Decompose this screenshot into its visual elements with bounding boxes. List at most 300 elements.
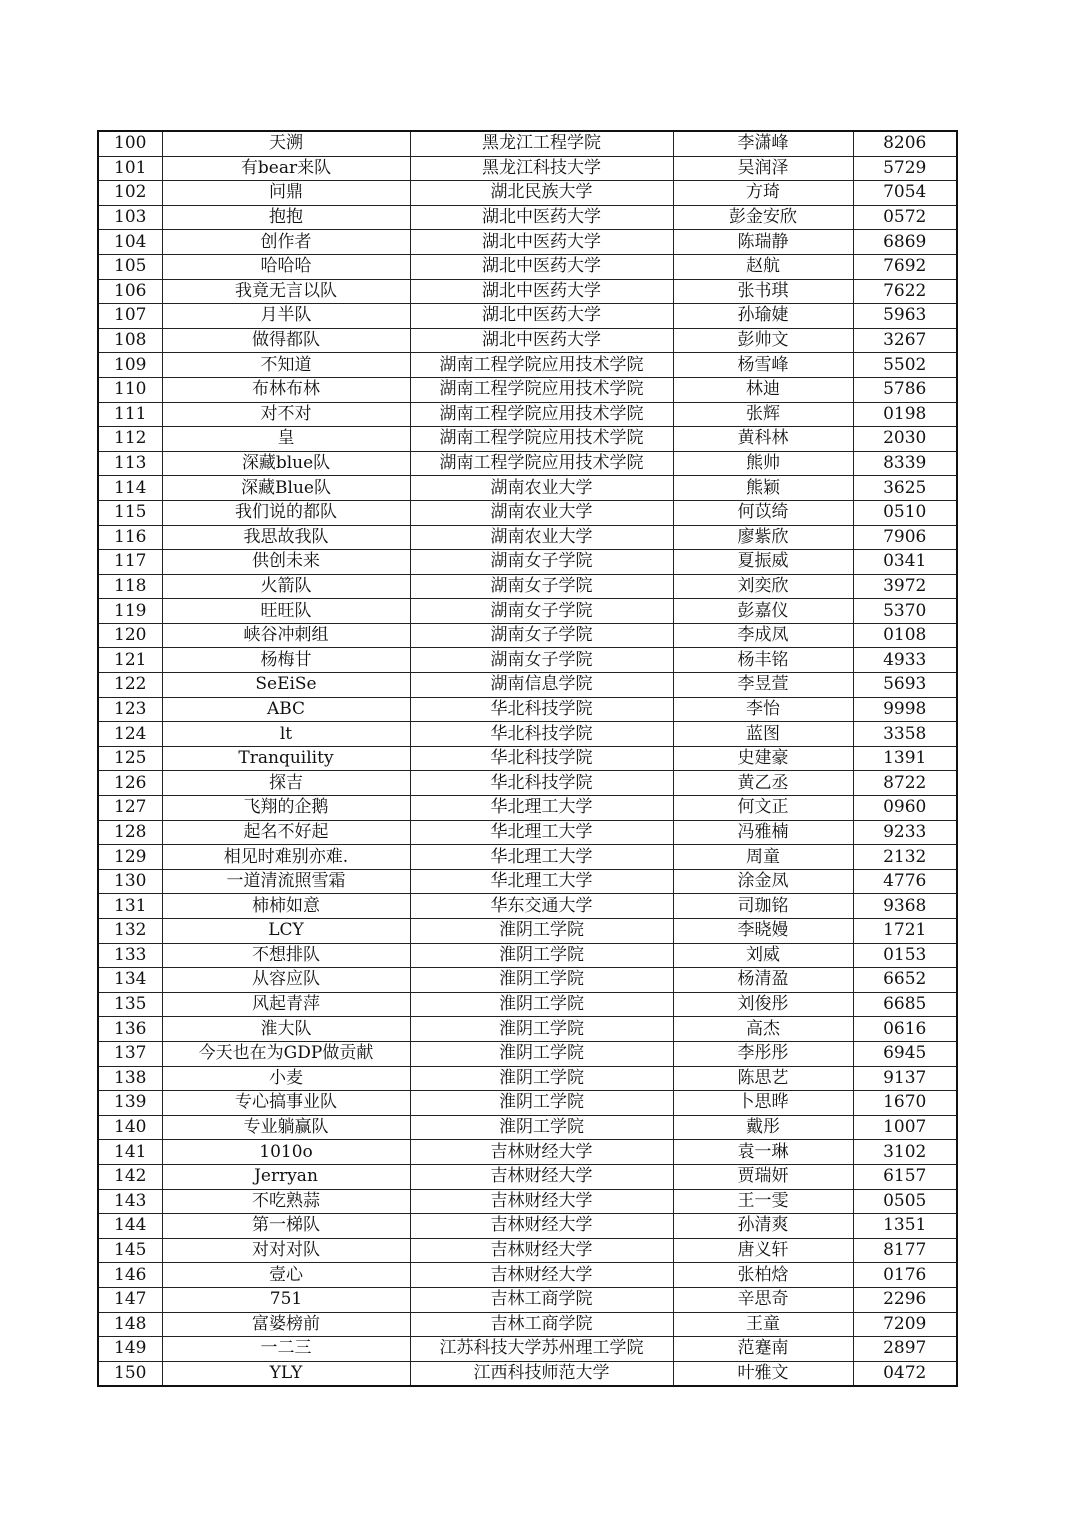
- team-name: 我思故我队: [162, 525, 410, 550]
- code: 5502: [853, 353, 957, 378]
- team-name: LCY: [162, 919, 410, 944]
- table-row: [98, 1287, 957, 1312]
- table-row: [98, 1361, 957, 1386]
- member-name: 林迪: [673, 377, 853, 402]
- team-name: 相见时难别亦难.: [162, 845, 410, 870]
- row-number: 140: [98, 1115, 162, 1140]
- code: 7692: [853, 254, 957, 279]
- team-name: 对不对: [162, 402, 410, 427]
- university: 淮阴工学院: [410, 1091, 673, 1116]
- team-name: 今天也在为GDP做贡献: [162, 1041, 410, 1066]
- university: 湖南女子学院: [410, 623, 673, 648]
- code: 0153: [853, 943, 957, 968]
- table-row: [98, 254, 957, 279]
- university: 湖南农业大学: [410, 476, 673, 501]
- member-name: 范蹇南: [673, 1337, 853, 1362]
- code: 8722: [853, 771, 957, 796]
- row-number: 134: [98, 968, 162, 993]
- team-name: lt: [162, 722, 410, 747]
- code: 1670: [853, 1091, 957, 1116]
- table-row: [98, 328, 957, 353]
- table-row: [98, 525, 957, 550]
- row-number: 110: [98, 377, 162, 402]
- team-name: 不吃熟蒜: [162, 1189, 410, 1214]
- code: 0108: [853, 623, 957, 648]
- team-name: 一道清流照雪霜: [162, 869, 410, 894]
- row-number: 135: [98, 992, 162, 1017]
- row-number: 150: [98, 1361, 162, 1386]
- university: 湖南女子学院: [410, 599, 673, 624]
- table-row: [98, 181, 957, 206]
- member-name: 方琦: [673, 181, 853, 206]
- university: 湖南工程学院应用技术学院: [410, 451, 673, 476]
- row-number: 125: [98, 746, 162, 771]
- team-name: 深藏blue队: [162, 451, 410, 476]
- team-name: 深藏Blue队: [162, 476, 410, 501]
- table-row: [98, 1337, 957, 1362]
- team-name: 供创未来: [162, 550, 410, 575]
- table-row: [98, 1115, 957, 1140]
- row-number: 148: [98, 1312, 162, 1337]
- university: 湖南工程学院应用技术学院: [410, 427, 673, 452]
- table-row: [98, 1238, 957, 1263]
- row-number: 146: [98, 1263, 162, 1288]
- code: 6652: [853, 968, 957, 993]
- table-row: [98, 500, 957, 525]
- row-number: 138: [98, 1066, 162, 1091]
- university: 华北科技学院: [410, 722, 673, 747]
- row-number: 121: [98, 648, 162, 673]
- row-number: 122: [98, 673, 162, 698]
- table-row: [98, 722, 957, 747]
- code: 1351: [853, 1214, 957, 1239]
- row-number: 124: [98, 722, 162, 747]
- row-number: 102: [98, 181, 162, 206]
- university: 吉林财经大学: [410, 1238, 673, 1263]
- university: 华北理工大学: [410, 845, 673, 870]
- code: 0510: [853, 500, 957, 525]
- row-number: 112: [98, 427, 162, 452]
- member-name: 李潇峰: [673, 131, 853, 156]
- code: 9137: [853, 1066, 957, 1091]
- university: 淮阴工学院: [410, 1041, 673, 1066]
- row-number: 103: [98, 205, 162, 230]
- code: 5963: [853, 304, 957, 329]
- team-name: 旺旺队: [162, 599, 410, 624]
- university: 淮阴工学院: [410, 992, 673, 1017]
- member-name: 熊颖: [673, 476, 853, 501]
- code: 5693: [853, 673, 957, 698]
- code: 2132: [853, 845, 957, 870]
- member-name: 冯雅楠: [673, 820, 853, 845]
- row-number: 147: [98, 1287, 162, 1312]
- university: 湖北中医药大学: [410, 304, 673, 329]
- member-name: 周童: [673, 845, 853, 870]
- member-name: 辛思奇: [673, 1287, 853, 1312]
- team-name: 第一梯队: [162, 1214, 410, 1239]
- member-name: 何文正: [673, 796, 853, 821]
- member-name: 杨清盈: [673, 968, 853, 993]
- row-number: 118: [98, 574, 162, 599]
- code: 3102: [853, 1140, 957, 1165]
- table-row: [98, 1312, 957, 1337]
- row-number: 108: [98, 328, 162, 353]
- team-name: Tranquility: [162, 746, 410, 771]
- university: 湖南工程学院应用技术学院: [410, 402, 673, 427]
- table-row: [98, 574, 957, 599]
- row-number: 129: [98, 845, 162, 870]
- table-row: [98, 943, 957, 968]
- table-row: [98, 697, 957, 722]
- row-number: 127: [98, 796, 162, 821]
- team-name: 不知道: [162, 353, 410, 378]
- table-row: [98, 131, 957, 156]
- table-row: [98, 992, 957, 1017]
- university: 吉林财经大学: [410, 1164, 673, 1189]
- university: 华北理工大学: [410, 796, 673, 821]
- row-number: 137: [98, 1041, 162, 1066]
- team-name: 皇: [162, 427, 410, 452]
- team-name: 布林布林: [162, 377, 410, 402]
- team-name: Jerryan: [162, 1164, 410, 1189]
- code: 0341: [853, 550, 957, 575]
- row-number: 117: [98, 550, 162, 575]
- table-row: [98, 820, 957, 845]
- university: 江西科技师范大学: [410, 1361, 673, 1386]
- code: 0616: [853, 1017, 957, 1042]
- member-name: 彭帅文: [673, 328, 853, 353]
- member-name: 袁一琳: [673, 1140, 853, 1165]
- code: 1391: [853, 746, 957, 771]
- team-name: 杨梅甘: [162, 648, 410, 673]
- team-name: 不想排队: [162, 943, 410, 968]
- row-number: 143: [98, 1189, 162, 1214]
- table-row: [98, 623, 957, 648]
- team-name: 富婆榜前: [162, 1312, 410, 1337]
- team-name: 月半队: [162, 304, 410, 329]
- member-name: 彭金安欣: [673, 205, 853, 230]
- table-row: [98, 1189, 957, 1214]
- university: 淮阴工学院: [410, 1017, 673, 1042]
- row-number: 107: [98, 304, 162, 329]
- member-name: 张柏焓: [673, 1263, 853, 1288]
- code: 2030: [853, 427, 957, 452]
- team-roster-table: [97, 130, 958, 1387]
- table-row: [98, 673, 957, 698]
- code: 3972: [853, 574, 957, 599]
- table-row: [98, 1041, 957, 1066]
- table-row: [98, 599, 957, 624]
- member-name: 张书琪: [673, 279, 853, 304]
- code: 5786: [853, 377, 957, 402]
- table-row: [98, 1140, 957, 1165]
- member-name: 何苡绮: [673, 500, 853, 525]
- code: 3358: [853, 722, 957, 747]
- university: 湖南工程学院应用技术学院: [410, 377, 673, 402]
- code: 0176: [853, 1263, 957, 1288]
- row-number: 114: [98, 476, 162, 501]
- table-row: [98, 377, 957, 402]
- table-row: [98, 648, 957, 673]
- row-number: 142: [98, 1164, 162, 1189]
- row-number: 101: [98, 156, 162, 181]
- university: 湖南女子学院: [410, 648, 673, 673]
- row-number: 120: [98, 623, 162, 648]
- member-name: 黄科林: [673, 427, 853, 452]
- university: 吉林财经大学: [410, 1214, 673, 1239]
- member-name: 李昱萱: [673, 673, 853, 698]
- university: 湖北中医药大学: [410, 205, 673, 230]
- member-name: 孙清爽: [673, 1214, 853, 1239]
- table-row: [98, 894, 957, 919]
- member-name: 李怡: [673, 697, 853, 722]
- member-name: 陈瑞静: [673, 230, 853, 255]
- university: 淮阴工学院: [410, 968, 673, 993]
- table-row: [98, 771, 957, 796]
- code: 3267: [853, 328, 957, 353]
- code: 0198: [853, 402, 957, 427]
- university: 淮阴工学院: [410, 919, 673, 944]
- row-number: 116: [98, 525, 162, 550]
- table-row: [98, 1017, 957, 1042]
- team-name: 柿柿如意: [162, 894, 410, 919]
- roster-body: [98, 131, 957, 1386]
- table-row: [98, 796, 957, 821]
- member-name: 夏振威: [673, 550, 853, 575]
- row-number: 126: [98, 771, 162, 796]
- university: 湖南农业大学: [410, 500, 673, 525]
- member-name: 孙瑜婕: [673, 304, 853, 329]
- university: 吉林财经大学: [410, 1189, 673, 1214]
- table-row: [98, 550, 957, 575]
- row-number: 119: [98, 599, 162, 624]
- row-number: 111: [98, 402, 162, 427]
- university: 黑龙江工程学院: [410, 131, 673, 156]
- table-row: [98, 230, 957, 255]
- table-row: [98, 1263, 957, 1288]
- team-name: 淮大队: [162, 1017, 410, 1042]
- university: 华北科技学院: [410, 746, 673, 771]
- code: 7906: [853, 525, 957, 550]
- team-name: 探吉: [162, 771, 410, 796]
- code: 3625: [853, 476, 957, 501]
- row-number: 133: [98, 943, 162, 968]
- team-name: 我竟无言以队: [162, 279, 410, 304]
- row-number: 105: [98, 254, 162, 279]
- university: 淮阴工学院: [410, 1115, 673, 1140]
- member-name: 蓝图: [673, 722, 853, 747]
- table-row: [98, 476, 957, 501]
- university: 湖南信息学院: [410, 673, 673, 698]
- member-name: 彭嘉仪: [673, 599, 853, 624]
- code: 2296: [853, 1287, 957, 1312]
- team-name: 小麦: [162, 1066, 410, 1091]
- member-name: 黄乙丞: [673, 771, 853, 796]
- table-row: [98, 156, 957, 181]
- row-number: 113: [98, 451, 162, 476]
- team-name: 火箭队: [162, 574, 410, 599]
- code: 5370: [853, 599, 957, 624]
- member-name: 杨丰铭: [673, 648, 853, 673]
- code: 0572: [853, 205, 957, 230]
- member-name: 杨雪峰: [673, 353, 853, 378]
- member-name: 唐义轩: [673, 1238, 853, 1263]
- row-number: 104: [98, 230, 162, 255]
- code: 1721: [853, 919, 957, 944]
- member-name: 李成凤: [673, 623, 853, 648]
- team-name: 起名不好起: [162, 820, 410, 845]
- member-name: 贾瑞妍: [673, 1164, 853, 1189]
- member-name: 刘俊彤: [673, 992, 853, 1017]
- university: 华北科技学院: [410, 697, 673, 722]
- code: 9368: [853, 894, 957, 919]
- code: 0505: [853, 1189, 957, 1214]
- member-name: 李晓嫚: [673, 919, 853, 944]
- university: 吉林财经大学: [410, 1140, 673, 1165]
- row-number: 141: [98, 1140, 162, 1165]
- code: 0472: [853, 1361, 957, 1386]
- university: 华北科技学院: [410, 771, 673, 796]
- row-number: 136: [98, 1017, 162, 1042]
- university: 江苏科技大学苏州理工学院: [410, 1337, 673, 1362]
- table-row: [98, 353, 957, 378]
- member-name: 史建豪: [673, 746, 853, 771]
- team-name: ABC: [162, 697, 410, 722]
- code: 2897: [853, 1337, 957, 1362]
- member-name: 涂金凤: [673, 869, 853, 894]
- code: 6157: [853, 1164, 957, 1189]
- table-row: [98, 1066, 957, 1091]
- university: 华北理工大学: [410, 820, 673, 845]
- row-number: 123: [98, 697, 162, 722]
- code: 9998: [853, 697, 957, 722]
- team-name: 专业躺赢队: [162, 1115, 410, 1140]
- code: 1007: [853, 1115, 957, 1140]
- member-name: 李彤彤: [673, 1041, 853, 1066]
- member-name: 刘威: [673, 943, 853, 968]
- code: 8206: [853, 131, 957, 156]
- member-name: 司珈铭: [673, 894, 853, 919]
- code: 6869: [853, 230, 957, 255]
- university: 湖北中医药大学: [410, 230, 673, 255]
- team-name: 抱抱: [162, 205, 410, 230]
- university: 湖南女子学院: [410, 550, 673, 575]
- university: 湖北中医药大学: [410, 254, 673, 279]
- team-name: YLY: [162, 1361, 410, 1386]
- team-name: 飞翔的企鹅: [162, 796, 410, 821]
- member-name: 叶雅文: [673, 1361, 853, 1386]
- table-row: [98, 845, 957, 870]
- team-name: 天溯: [162, 131, 410, 156]
- code: 4933: [853, 648, 957, 673]
- university: 湖北中医药大学: [410, 279, 673, 304]
- university: 湖南工程学院应用技术学院: [410, 353, 673, 378]
- table-row: [98, 279, 957, 304]
- university: 湖南女子学院: [410, 574, 673, 599]
- team-name: 创作者: [162, 230, 410, 255]
- team-name: SeEiSe: [162, 673, 410, 698]
- row-number: 109: [98, 353, 162, 378]
- code: 7054: [853, 181, 957, 206]
- university: 华东交通大学: [410, 894, 673, 919]
- row-number: 132: [98, 919, 162, 944]
- member-name: 陈思艺: [673, 1066, 853, 1091]
- team-name: 从容应队: [162, 968, 410, 993]
- code: 6685: [853, 992, 957, 1017]
- code: 6945: [853, 1041, 957, 1066]
- table-row: [98, 1164, 957, 1189]
- team-name: 哈哈哈: [162, 254, 410, 279]
- member-name: 王童: [673, 1312, 853, 1337]
- team-name: 751: [162, 1287, 410, 1312]
- member-name: 刘奕欣: [673, 574, 853, 599]
- code: 5729: [853, 156, 957, 181]
- table-row: [98, 746, 957, 771]
- row-number: 145: [98, 1238, 162, 1263]
- code: 7622: [853, 279, 957, 304]
- table-row: [98, 451, 957, 476]
- university: 吉林财经大学: [410, 1263, 673, 1288]
- university: 湖北中医药大学: [410, 328, 673, 353]
- team-name: 专心搞事业队: [162, 1091, 410, 1116]
- table-row: [98, 919, 957, 944]
- code: 9233: [853, 820, 957, 845]
- university: 吉林工商学院: [410, 1312, 673, 1337]
- code: 7209: [853, 1312, 957, 1337]
- table-row: [98, 869, 957, 894]
- table-row: [98, 427, 957, 452]
- table-row: [98, 402, 957, 427]
- university: 黑龙江科技大学: [410, 156, 673, 181]
- member-name: 廖紫欣: [673, 525, 853, 550]
- member-name: 熊帅: [673, 451, 853, 476]
- team-name: 1010o: [162, 1140, 410, 1165]
- university: 吉林工商学院: [410, 1287, 673, 1312]
- code: 0960: [853, 796, 957, 821]
- member-name: 吴润泽: [673, 156, 853, 181]
- code: 8177: [853, 1238, 957, 1263]
- member-name: 赵航: [673, 254, 853, 279]
- university: 淮阴工学院: [410, 1066, 673, 1091]
- team-name: 对对对队: [162, 1238, 410, 1263]
- team-name: 我们说的都队: [162, 500, 410, 525]
- code: 8339: [853, 451, 957, 476]
- table-row: [98, 1091, 957, 1116]
- team-name: 一二三: [162, 1337, 410, 1362]
- row-number: 115: [98, 500, 162, 525]
- team-name: 峡谷冲刺组: [162, 623, 410, 648]
- row-number: 130: [98, 869, 162, 894]
- table-row: [98, 1214, 957, 1239]
- team-name: 风起青萍: [162, 992, 410, 1017]
- table-row: [98, 205, 957, 230]
- team-name: 做得都队: [162, 328, 410, 353]
- row-number: 100: [98, 131, 162, 156]
- member-name: 张辉: [673, 402, 853, 427]
- team-name: 壹心: [162, 1263, 410, 1288]
- member-name: 王一雯: [673, 1189, 853, 1214]
- row-number: 106: [98, 279, 162, 304]
- university: 湖北民族大学: [410, 181, 673, 206]
- table-row: [98, 968, 957, 993]
- university: 华北理工大学: [410, 869, 673, 894]
- member-name: 卜思晔: [673, 1091, 853, 1116]
- row-number: 128: [98, 820, 162, 845]
- member-name: 戴彤: [673, 1115, 853, 1140]
- code: 4776: [853, 869, 957, 894]
- university: 淮阴工学院: [410, 943, 673, 968]
- table-row: [98, 304, 957, 329]
